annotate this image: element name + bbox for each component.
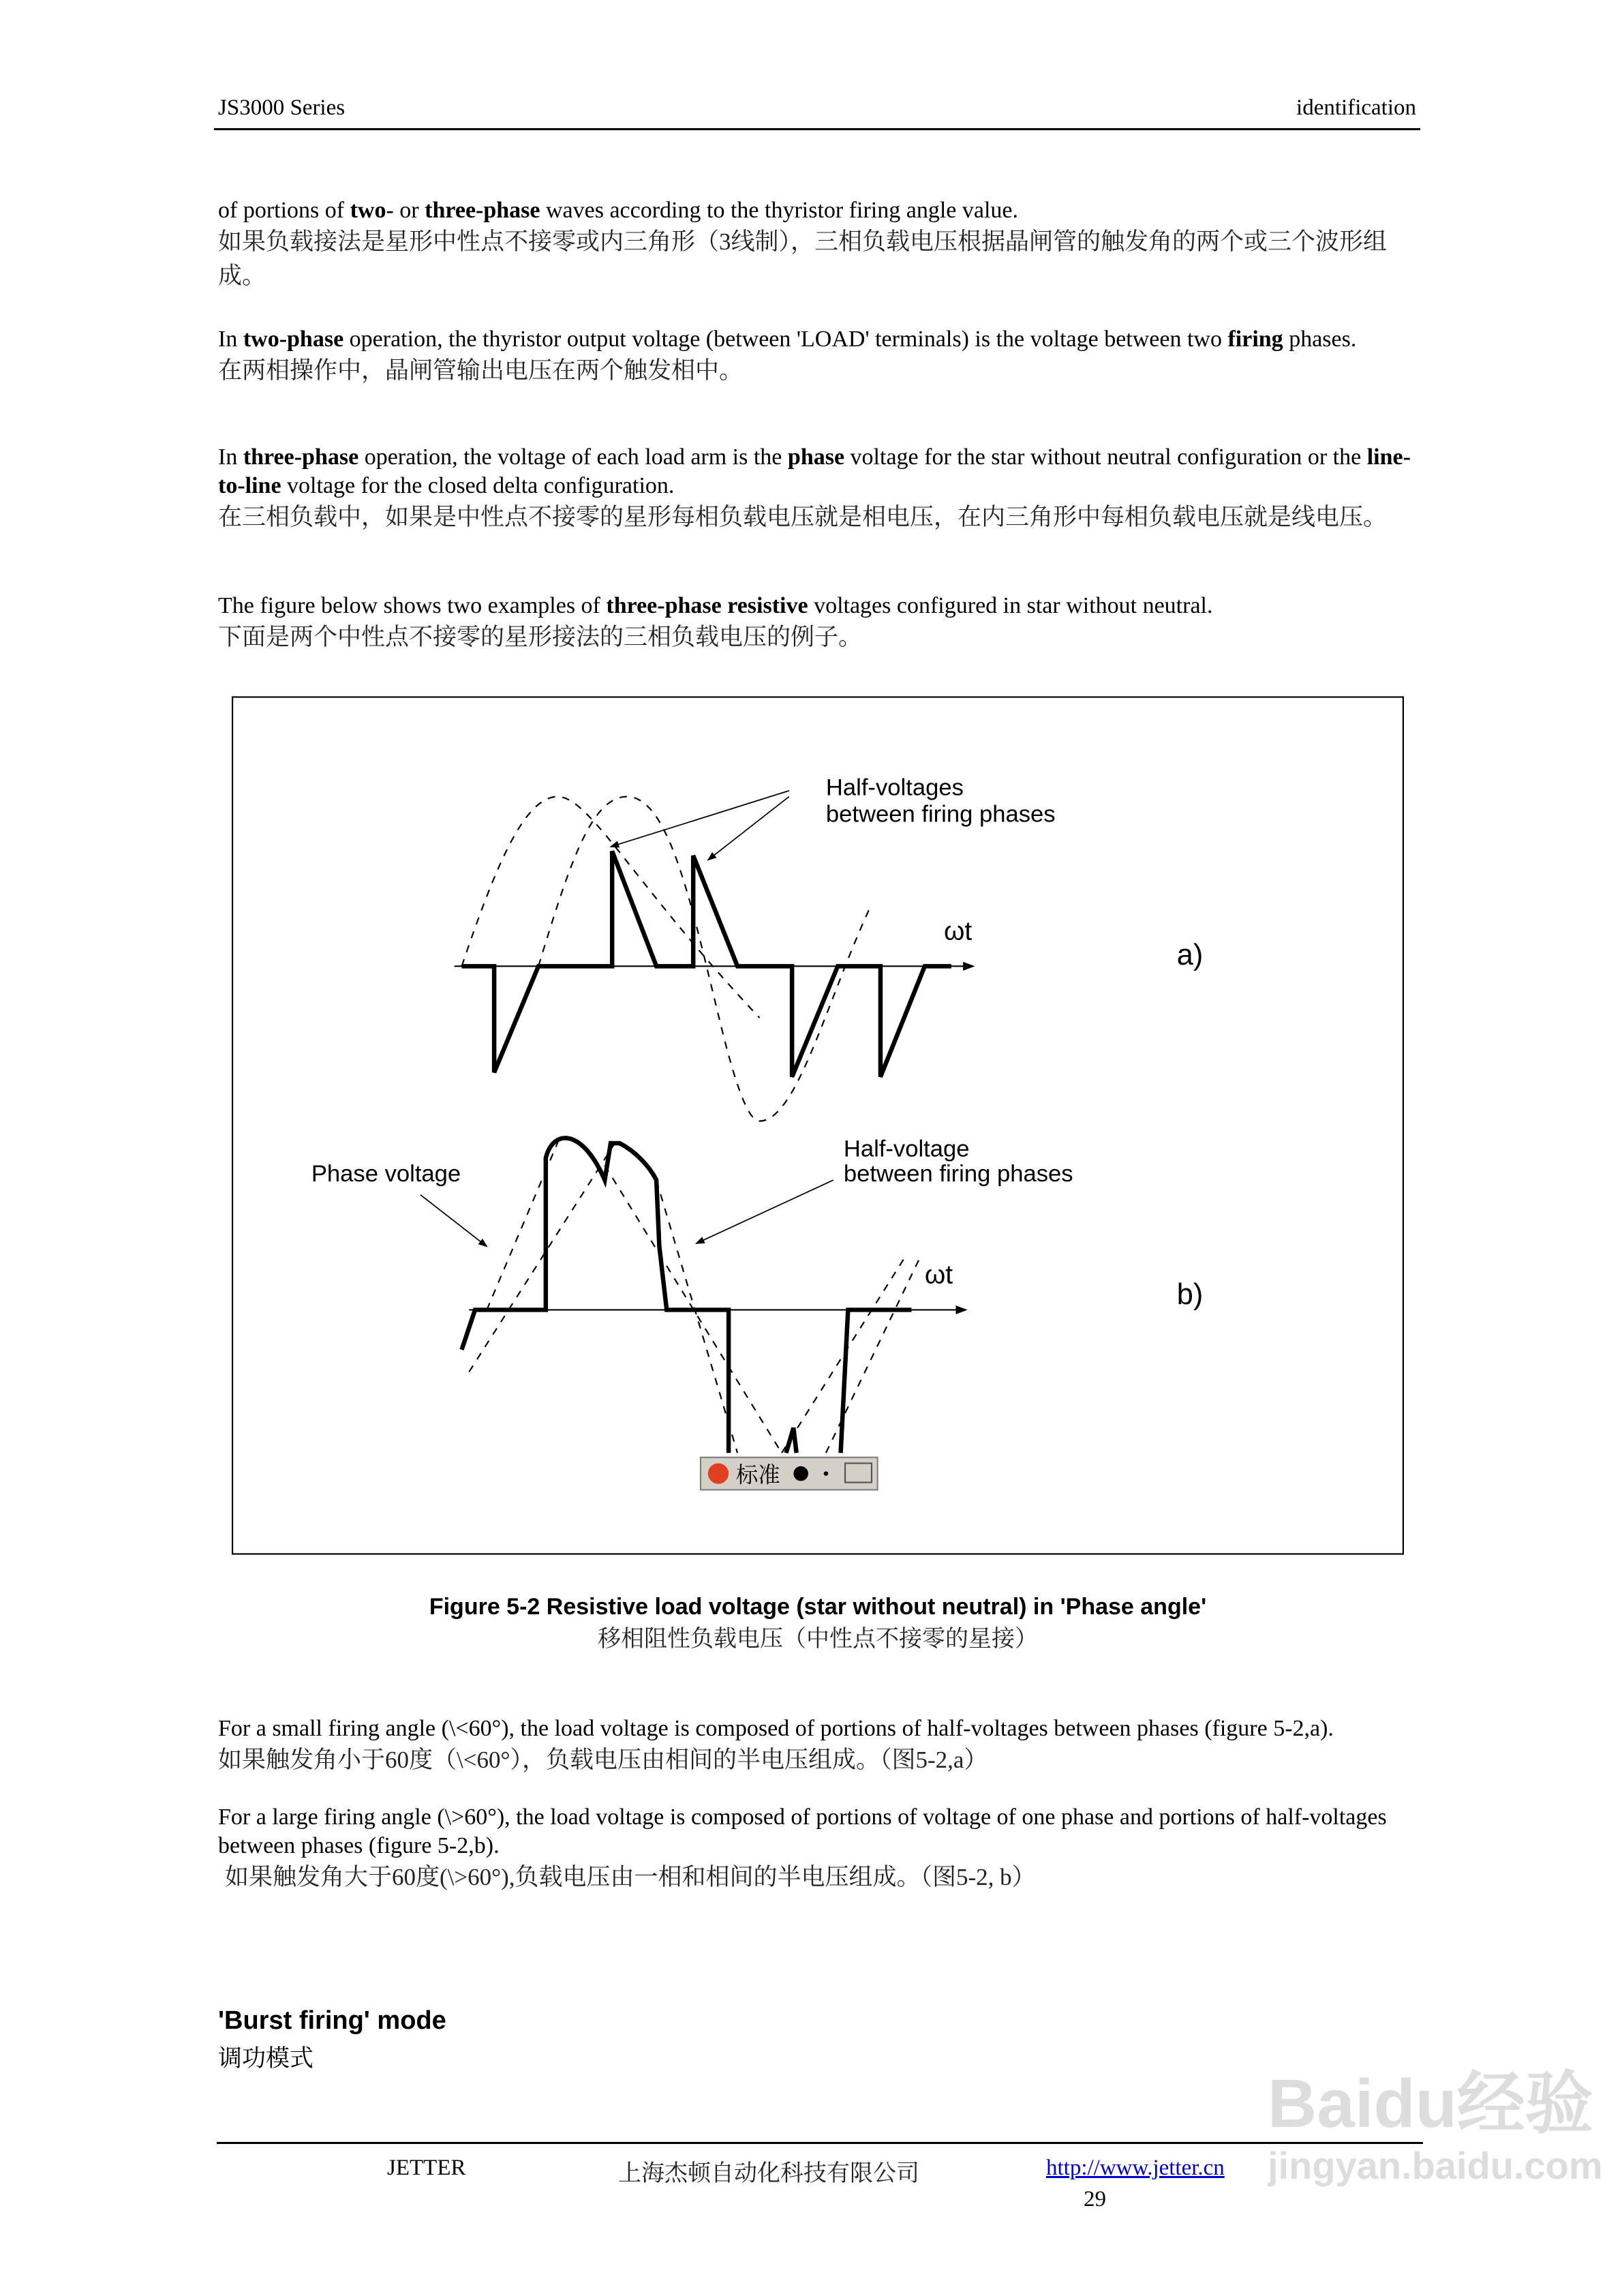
label-half-voltages: Half-voltages	[825, 774, 964, 801]
load-voltage-a	[462, 851, 951, 1077]
watermark-logo: Baidu经验	[1268, 2066, 1593, 2142]
label-phase-voltage: Phase voltage	[311, 1161, 461, 1188]
paragraph-4-zh: 下面是两个中性点不接零的星形接法的三相负载电压的例子。	[218, 624, 863, 650]
ime-toolbar[interactable]	[701, 1457, 878, 1490]
dashed-phase-a2	[538, 797, 870, 1121]
footer-company-zh: 上海杰顿自动化科技有限公司	[618, 2161, 919, 2186]
punctuation-icon[interactable]	[824, 1471, 828, 1475]
paragraph-6-zh: 如果触发角大于60度(\>60°),负载电压由一相和相间的半电压组成。（图5-2, b）	[225, 1864, 1036, 1890]
section-title: 'Burst firing' mode	[218, 2006, 446, 2035]
paragraph-2-zh: 在两相操作中，晶闸管输出电压在两个触发相中。	[218, 357, 744, 384]
label-between-phases-b: between firing phases	[843, 1161, 1073, 1188]
figure-5-2	[232, 696, 1404, 1555]
waveform-a	[455, 774, 1204, 1121]
paragraph-4: The figure below shows two examples of three-phase resistive voltages configured in star without neutral. 下面是两个中性点不接零的星形接法的三相负载电压的例子。	[218, 592, 1424, 654]
label-b: b)	[1176, 1278, 1204, 1311]
figure-caption: Figure 5-2 Resistive load voltage (star without neutral) in 'Phase angle'	[429, 1594, 1207, 1620]
axis-label-b: ωt	[924, 1260, 953, 1290]
moon-icon[interactable]	[793, 1466, 808, 1481]
paragraph-1: of portions of two- or three-phase waves according to the thyristor firing angle value. 如果负载接法是星形中性点不接零或内三角形（3线制），三相负载电压根据晶闸管的触发角的两个或三个波形组成。	[218, 196, 1424, 293]
label-a: a)	[1176, 939, 1204, 972]
axis-label-a: ωt	[943, 916, 973, 946]
arrow-a2	[708, 797, 789, 860]
ime-mode-label[interactable]: 标准	[735, 1463, 780, 1488]
paragraph-2: In two-phase operation, the thyristor output voltage (between 'LOAD' terminals) is the voltage between two firing phases. 在两相操作中，晶闸管输出电压在两个触发相中。	[218, 325, 1424, 388]
paragraph-6-en: For a large firing angle (\>60°), the load voltage is composed of portions of voltage of one phase and portions of half-voltages between phases (figure 5-2,b).	[218, 1804, 1387, 1858]
arrow-b1	[420, 1195, 487, 1247]
header-rule	[214, 128, 1420, 130]
label-between-phases-a: between firing phases	[825, 801, 1056, 828]
paragraph-3: In three-phase operation, the voltage of each load arm is the phase voltage for the star without neutral configuration or the line-to-line voltage for the closed delta configuration. 在三相负载中，如果是中性点不接零的星形每相负载电压就是相电压，在内三角形中每相负载电压就是线电压。	[218, 443, 1424, 534]
watermark-site: jingyan.baidu.com	[1268, 2144, 1603, 2187]
figure-caption-zh: 移相阻性负载电压（中性点不接零的星接）	[598, 1626, 1038, 1652]
footer-company: JETTER	[387, 2156, 466, 2180]
page-number: 29	[1084, 2187, 1106, 2211]
footer-rule	[217, 2142, 1423, 2144]
label-half-voltage: Half-voltage	[843, 1136, 970, 1162]
waveform-b	[311, 1136, 1203, 1453]
paragraph-3-zh: 在三相负载中，如果是中性点不接零的星形每相负载电压就是相电压，在内三角形中每相负载电压就是线电压。	[218, 504, 1388, 530]
paragraph-5-zh: 如果触发角小于60度（\<60°），负载电压由相间的半电压组成。（图5-2,a）	[218, 1747, 988, 1773]
paragraph-5	[218, 1715, 1431, 1777]
baidu-watermark	[1268, 2066, 1619, 2190]
section-title-zh: 调功模式	[218, 2045, 314, 2072]
arrow-b2	[697, 1180, 833, 1243]
firing-angle-paragraphs	[218, 1715, 1431, 1920]
header-section: identification	[1296, 95, 1416, 120]
paragraph-6	[218, 1803, 1431, 1894]
paragraph-5-en: For a small firing angle (\<60°), the load voltage is composed of portions of half-voltages between phases (figure 5-2,a).	[218, 1716, 1334, 1741]
footer-url-link[interactable]: http://www.jetter.cn	[1046, 2156, 1225, 2180]
figure-frame	[232, 697, 1403, 1554]
header-series: JS3000 Series	[218, 95, 346, 120]
paragraph-1-zh: 如果负载接法是星形中性点不接零或内三角形（3线制），三相负载电压根据晶闸管的触发角的两个或三个波形组成。	[218, 228, 1388, 289]
ime-logo-icon	[708, 1463, 729, 1483]
